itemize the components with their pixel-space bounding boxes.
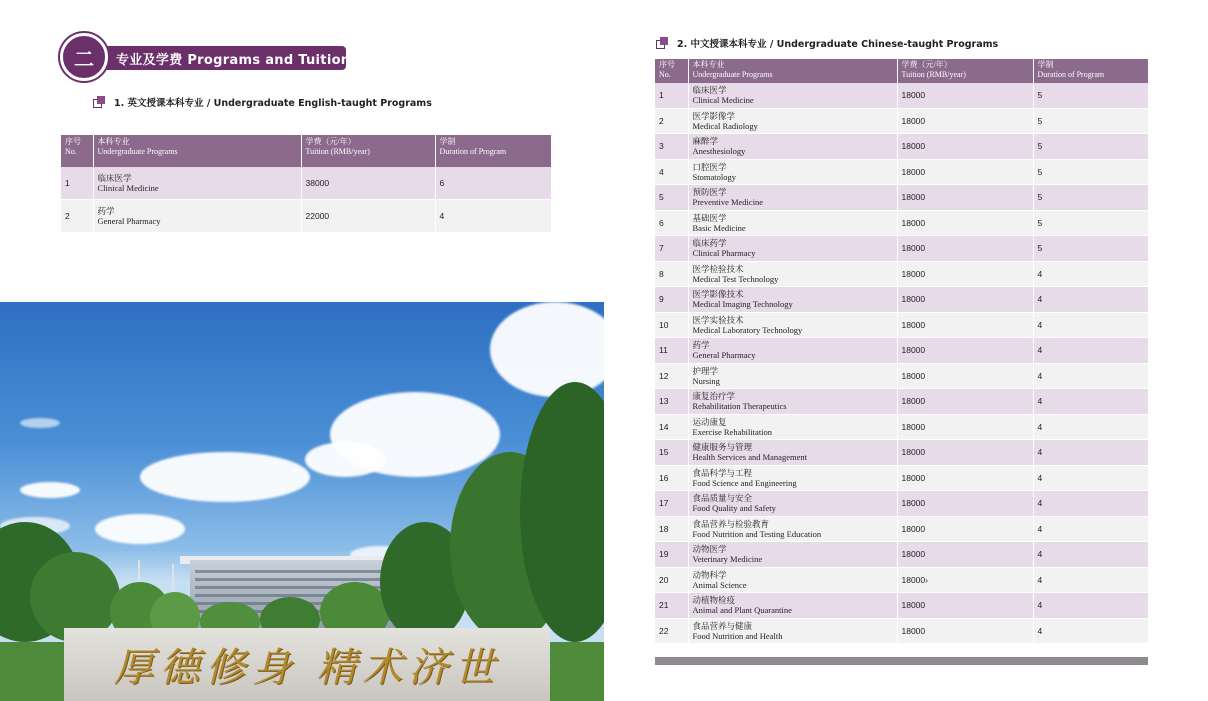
row-tuition: 18000 — [897, 185, 1033, 211]
row-program: 医学实验技术 Medical Laboratory Technology — [688, 312, 897, 338]
row-duration: 5 — [1033, 210, 1148, 236]
row-tuition: 18000 — [897, 363, 1033, 389]
row-program: 医学检验技术 Medical Test Technology — [688, 261, 897, 287]
table-row — [655, 389, 1148, 415]
row-duration: 4 — [1033, 440, 1148, 466]
row-tuition: 18000 — [897, 134, 1033, 160]
chinese-programs-table — [655, 59, 1149, 644]
row-duration: 4 — [1033, 312, 1148, 338]
row-no: 9 — [655, 287, 688, 313]
row-duration: 4 — [1033, 542, 1148, 568]
table-row — [655, 567, 1148, 593]
section-number-badge — [60, 33, 108, 81]
row-duration: 4 — [1033, 618, 1148, 644]
row-duration: 4 — [1033, 414, 1148, 440]
table-row — [655, 159, 1148, 185]
row-tuition: 18000 — [897, 83, 1033, 108]
row-no: 3 — [655, 134, 688, 160]
table-row — [655, 210, 1148, 236]
row-program: 临床医学 Clinical Medicine — [93, 167, 301, 200]
row-program: 药学 General Pharmacy — [688, 338, 897, 364]
row-program: 食品科学与工程 Food Science and Engineering — [688, 465, 897, 491]
row-duration: 4 — [435, 200, 551, 233]
row-duration: 5 — [1033, 134, 1148, 160]
table-header-row — [655, 59, 1148, 83]
row-no: 15 — [655, 440, 688, 466]
row-program: 食品营养与健康 Food Nutrition and Health — [688, 618, 897, 644]
row-no: 1 — [61, 167, 93, 200]
row-duration: 4 — [1033, 363, 1148, 389]
row-tuition: 22000 — [301, 200, 435, 233]
table-row — [655, 516, 1148, 542]
row-program: 医学影像学 Medical Radiology — [688, 108, 897, 134]
header-tuition: 学费（元/年） Tuition (RMB/year) — [897, 59, 1033, 83]
row-tuition: 18000 — [897, 210, 1033, 236]
row-program: 康复治疗学 Rehabilitation Therapeutics — [688, 389, 897, 415]
table-row — [655, 134, 1148, 160]
row-program: 预防医学 Preventive Medicine — [688, 185, 897, 211]
bottom-bar — [655, 657, 1148, 665]
row-program: 麻醉学 Anesthesiology — [688, 134, 897, 160]
row-no: 1 — [655, 83, 688, 108]
row-program: 护理学 Nursing — [688, 363, 897, 389]
row-tuition: 18000 — [897, 261, 1033, 287]
row-tuition: 18000 — [897, 338, 1033, 364]
row-duration: 5 — [1033, 159, 1148, 185]
row-tuition: 18000› — [897, 567, 1033, 593]
row-no: 8 — [655, 261, 688, 287]
row-tuition: 18000 — [897, 593, 1033, 619]
row-duration: 4 — [1033, 338, 1148, 364]
table-row — [655, 185, 1148, 211]
table-row — [61, 167, 551, 200]
table-row — [655, 440, 1148, 466]
row-program: 药学 General Pharmacy — [93, 200, 301, 233]
row-no: 7 — [655, 236, 688, 262]
table-row — [655, 83, 1148, 108]
row-duration: 4 — [1033, 261, 1148, 287]
table-row — [655, 491, 1148, 517]
row-tuition: 18000 — [897, 440, 1033, 466]
row-program: 健康服务与管理 Health Services and Management — [688, 440, 897, 466]
row-no: 22 — [655, 618, 688, 644]
row-tuition: 18000 — [897, 108, 1033, 134]
row-duration: 5 — [1033, 236, 1148, 262]
row-duration: 5 — [1033, 108, 1148, 134]
row-duration: 4 — [1033, 287, 1148, 313]
table-header-row — [61, 135, 551, 167]
row-program: 运动康复 Exercise Rehabilitation — [688, 414, 897, 440]
row-duration: 4 — [1033, 491, 1148, 517]
row-no: 19 — [655, 542, 688, 568]
header-duration: 学制 Duration of Program — [435, 135, 551, 167]
row-no: 10 — [655, 312, 688, 338]
table-row — [655, 108, 1148, 134]
row-program: 临床药学 Clinical Pharmacy — [688, 236, 897, 262]
section-banner — [60, 33, 351, 81]
row-no: 13 — [655, 389, 688, 415]
table-row — [655, 338, 1148, 364]
table-row — [655, 414, 1148, 440]
row-program: 食品营养与检验教育 Food Nutrition and Testing Education — [688, 516, 897, 542]
row-duration: 4 — [1033, 567, 1148, 593]
row-no: 12 — [655, 363, 688, 389]
row-no: 21 — [655, 593, 688, 619]
row-program: 基础医学 Basic Medicine — [688, 210, 897, 236]
row-tuition: 18000 — [897, 542, 1033, 568]
row-tuition: 38000 — [301, 167, 435, 200]
row-program: 动植物检疫 Animal and Plant Quarantine — [688, 593, 897, 619]
row-program: 动物科学 Animal Science — [688, 567, 897, 593]
row-program: 临床医学 Clinical Medicine — [688, 83, 897, 108]
row-no: 17 — [655, 491, 688, 517]
row-no: 16 — [655, 465, 688, 491]
table-row — [655, 287, 1148, 313]
row-no: 14 — [655, 414, 688, 440]
row-tuition: 18000 — [897, 465, 1033, 491]
row-no: 20 — [655, 567, 688, 593]
row-no: 2 — [61, 200, 93, 233]
square-bullet-icon — [93, 96, 106, 109]
row-no: 5 — [655, 185, 688, 211]
chinese-programs-heading — [656, 36, 998, 50]
english-programs-table — [61, 135, 552, 233]
row-duration: 4 — [1033, 389, 1148, 415]
header-duration: 学制 Duration of Program — [1033, 59, 1148, 83]
row-no: 4 — [655, 159, 688, 185]
row-duration: 5 — [1033, 185, 1148, 211]
row-program: 食品质量与安全 Food Quality and Safety — [688, 491, 897, 517]
table-row — [61, 200, 551, 233]
table-row — [655, 236, 1148, 262]
row-duration: 6 — [435, 167, 551, 200]
table-row — [655, 542, 1148, 568]
table-row — [655, 618, 1148, 644]
header-no: 序号 No. — [655, 59, 688, 83]
table-row — [655, 312, 1148, 338]
table-row — [655, 363, 1148, 389]
header-program: 本科专业 Undergraduate Programs — [93, 135, 301, 167]
section-number: 二 — [74, 46, 94, 71]
chinese-programs-heading-text: 2. 中文授课本科专业 / Undergraduate Chinese-taught Programs — [677, 39, 999, 50]
row-no: 11 — [655, 338, 688, 364]
section-title: 专业及学费 Programs and Tuition — [116, 53, 351, 68]
row-program: 医学影像技术 Medical Imaging Technology — [688, 287, 897, 313]
row-duration: 4 — [1033, 465, 1148, 491]
row-tuition: 18000 — [897, 312, 1033, 338]
row-duration: 4 — [1033, 516, 1148, 542]
row-tuition: 18000 — [897, 159, 1033, 185]
english-programs-heading-text: 1. 英文授课本科专业 / Undergraduate English-taught Programs — [114, 98, 432, 109]
table-row — [655, 593, 1148, 619]
english-programs-heading — [93, 95, 432, 109]
table-row — [655, 261, 1148, 287]
row-tuition: 18000 — [897, 516, 1033, 542]
row-tuition: 18000 — [897, 618, 1033, 644]
row-no: 6 — [655, 210, 688, 236]
row-program: 动物医学 Veterinary Medicine — [688, 542, 897, 568]
row-duration: 5 — [1033, 83, 1148, 108]
header-tuition: 学费（元/年） Tuition (RMB/year) — [301, 135, 435, 167]
header-program: 本科专业 Undergraduate Programs — [688, 59, 897, 83]
row-program: 口腔医学 Stomatology — [688, 159, 897, 185]
row-tuition: 18000 — [897, 287, 1033, 313]
row-no: 2 — [655, 108, 688, 134]
row-tuition: 18000 — [897, 491, 1033, 517]
row-duration: 4 — [1033, 593, 1148, 619]
row-tuition: 18000 — [897, 389, 1033, 415]
square-bullet-icon — [656, 37, 669, 50]
row-tuition: 18000 — [897, 236, 1033, 262]
row-no: 18 — [655, 516, 688, 542]
header-no: 序号 No. — [61, 135, 93, 167]
table-row — [655, 465, 1148, 491]
stone-inscription: 厚德修身 精术济世 — [113, 645, 501, 691]
row-tuition: 18000 — [897, 414, 1033, 440]
